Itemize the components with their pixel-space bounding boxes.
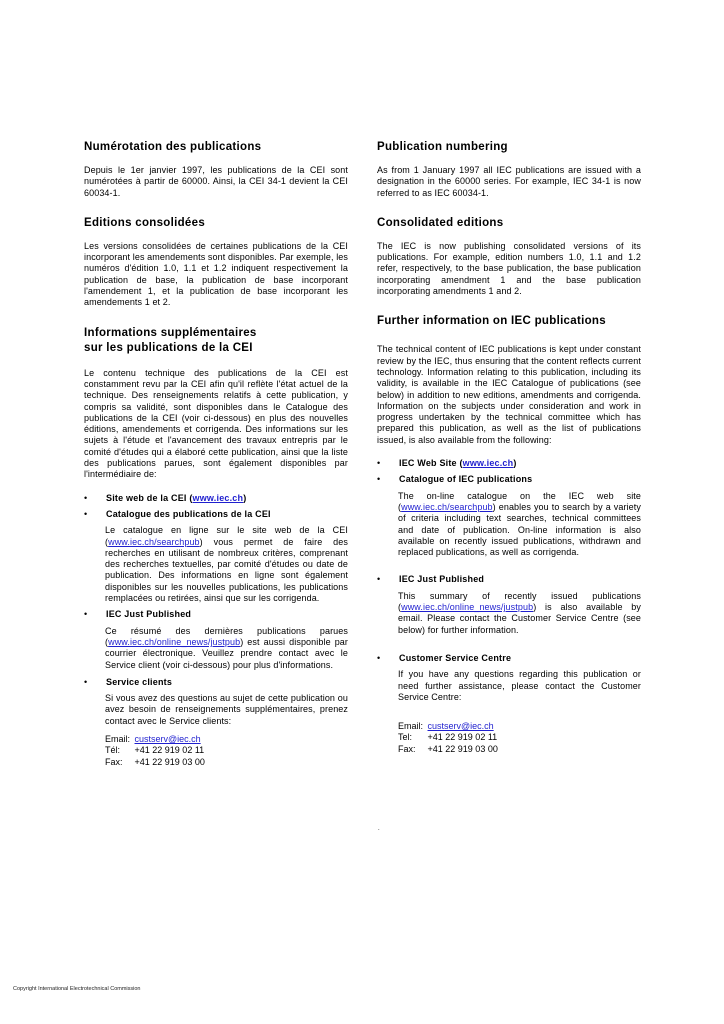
heading-numbering-en: Publication numbering — [377, 141, 508, 153]
para-consolidated-fr: Les versions consolidées de certaines publications de la CEI incorporant les amendements sont disponibles. Par exemple, les numéros d'édition 1.0, 1.1 et 1.2 indiquent respectivement la publication de base, la publication de base incorporant l'amendement 1, et la publication de base incorporant les amendements 1 et 2. — [84, 240, 348, 308]
justpub-link-fr[interactable]: www.iec.ch/online_news/justpub — [108, 636, 241, 647]
bullet-just-published-en: • IEC Just Published — [377, 574, 485, 585]
bullet-just-published-fr: • IEC Just Published — [84, 609, 192, 620]
contact-block-fr: Email: custserv@iec.ch Tél: +41 22 919 02 11 Fax: +41 22 919 03 00 — [105, 733, 205, 767]
contact-block-en: Email: custserv@iec.ch Tel: +41 22 919 02 11 Fax: +41 22 919 03 00 — [398, 721, 498, 754]
website-link-fr[interactable]: www.iec.ch — [192, 492, 244, 503]
bullet-catalogue-en: • Catalogue of IEC publications — [377, 474, 533, 485]
para-catalogue-fr: Le catalogue en ligne sur le site web de la CEI (www.iec.ch/searchpub) vous permet de faire des recherches en utilisant de nombreux critères, comprenant des recherches textuelles, par comité d'études ou date de publication. Des informations en ligne sont également disponibles sur les nouvelles publications, les publications remplacées ou retirées, ainsi que sur les corrigenda. — [105, 525, 348, 604]
para-further-info-en: The technical content of IEC publications is kept under constant review by the IEC, thus ensuring that the content reflects current technology. Information relating to this publication, including its validity, is available in the IEC Catalogue of publications (see below) in addition to new editions, amendments and corrigenda. Information on the subjects under consideration and work in progress undertaken by the technical committee which has prepared this publication, as well as the list of publications issued, is also available from the following: — [377, 344, 641, 445]
bullet-dot: • — [84, 676, 88, 687]
stray-mark: . — [378, 826, 380, 832]
searchpub-link-fr[interactable]: www.iec.ch/searchpub — [108, 536, 200, 547]
searchpub-link-en[interactable]: www.iec.ch/searchpub — [401, 501, 493, 512]
bullet-service-en: • Customer Service Centre — [377, 652, 512, 663]
para-just-published-en: This summary of recently issued publications (www.iec.ch/online_news/justpub) is also available by email. Please contact the Customer Service Centre (see below) for further information. — [398, 590, 641, 635]
website-link-en[interactable]: www.iec.ch — [462, 458, 514, 469]
bullet-website-en: • IEC Web Site (www.iec.ch) — [377, 458, 517, 469]
heading-further-info-fr: Informations supplémentaires sur les publications de la CEI — [84, 326, 257, 354]
para-catalogue-en: The on-line catalogue on the IEC web site (www.iec.ch/searchpub) enables you to search by a variety of criteria including text searches, technical committees and date of publication. On-line information is also available on recently issued publications, withdrawn and replaced publications, as well as corrigenda. — [398, 490, 641, 558]
bullet-website-fr: • Site web de la CEI (www.iec.ch) — [84, 492, 247, 503]
para-service-en: If you have any questions regarding this publication or need further assistance, please contact the Customer Service Centre: — [398, 669, 641, 702]
para-numbering-fr: Depuis le 1er janvier 1997, les publications de la CEI sont numérotées à partir de 60000. Ainsi, la CEI 34-1 devient la CEI 60034-1. — [84, 165, 348, 198]
copyright-footer: Copyright International Electrotechnical Commission — [13, 986, 141, 992]
phone-fr: +41 22 919 02 11 — [134, 745, 205, 756]
bullet-dot: • — [84, 508, 88, 519]
bullet-catalogue-fr: • Catalogue des publications de la CEI — [84, 508, 271, 519]
english-column — [377, 140, 641, 755]
para-further-info-fr: Le contenu technique des publications de la CEI est constamment revu par la CEI afin qu'il reflète l'état actuel de la technique. Des renseignements relatifs à cette publication, y compris sa validité, sont disponibles dans le Catalogue des publications de la CEI (voir ci-dessous) en plus des nouvelles éditions, amendements et corrigenda. Des informations sur les sujets à l'étude et l'avancement des travaux entrepris par le comité d'études qui a élaboré cette publication, ainsi que la liste des publications parues, sont également disponibles par l'intermédiaire de: — [84, 367, 348, 480]
phone-en: +41 22 919 02 11 — [427, 732, 498, 743]
para-just-published-fr: Ce résumé des dernières publications parues (www.iec.ch/online_news/justpub) est aussi disponible par courrier électronique. Veuillez prendre contact avec le Service client (voir ci-dessous) pour plus d'informations. — [105, 625, 348, 670]
heading-numbering-fr: Numérotation des publications — [84, 141, 262, 153]
heading-further-info-en: Further information on IEC publications — [377, 315, 606, 328]
justpub-link-en[interactable]: www.iec.ch/online_news/justpub — [401, 602, 534, 613]
bullet-dot: • — [84, 492, 88, 503]
bullet-dot: • — [377, 574, 381, 585]
fax-fr: +41 22 919 03 00 — [134, 756, 205, 767]
bullet-dot: • — [377, 474, 381, 485]
email-link-fr[interactable]: custserv@iec.ch — [134, 733, 201, 744]
bullet-dot: • — [377, 652, 381, 663]
para-service-fr: Si vous avez des questions au sujet de cette publication ou avez besoin de renseignements supplémentaires, prenez contact avec le Service clients: — [105, 693, 348, 726]
para-consolidated-en: The IEC is now publishing consolidated versions of its publications. For example, edition numbers 1.0, 1.1 and 1.2 refer, respectively, to the base publication, the base publication incorporating amendment 1 and the base publication incorporating amendments 1 and 2. — [377, 240, 641, 297]
fax-en: +41 22 919 03 00 — [427, 743, 498, 754]
heading-consolidated-en: Consolidated editions — [377, 216, 504, 229]
french-column — [84, 140, 348, 768]
bullet-dot: • — [84, 609, 88, 620]
heading-consolidated-fr: Editions consolidées — [84, 216, 206, 229]
para-numbering-en: As from 1 January 1997 all IEC publications are issued with a designation in the 60000 series. For example, IEC 34-1 is now referred to as IEC 60034-1. — [377, 165, 641, 198]
bullet-service-fr: • Service clients — [84, 676, 173, 687]
email-link-en[interactable]: custserv@iec.ch — [427, 721, 494, 732]
bullet-dot: • — [377, 458, 381, 469]
